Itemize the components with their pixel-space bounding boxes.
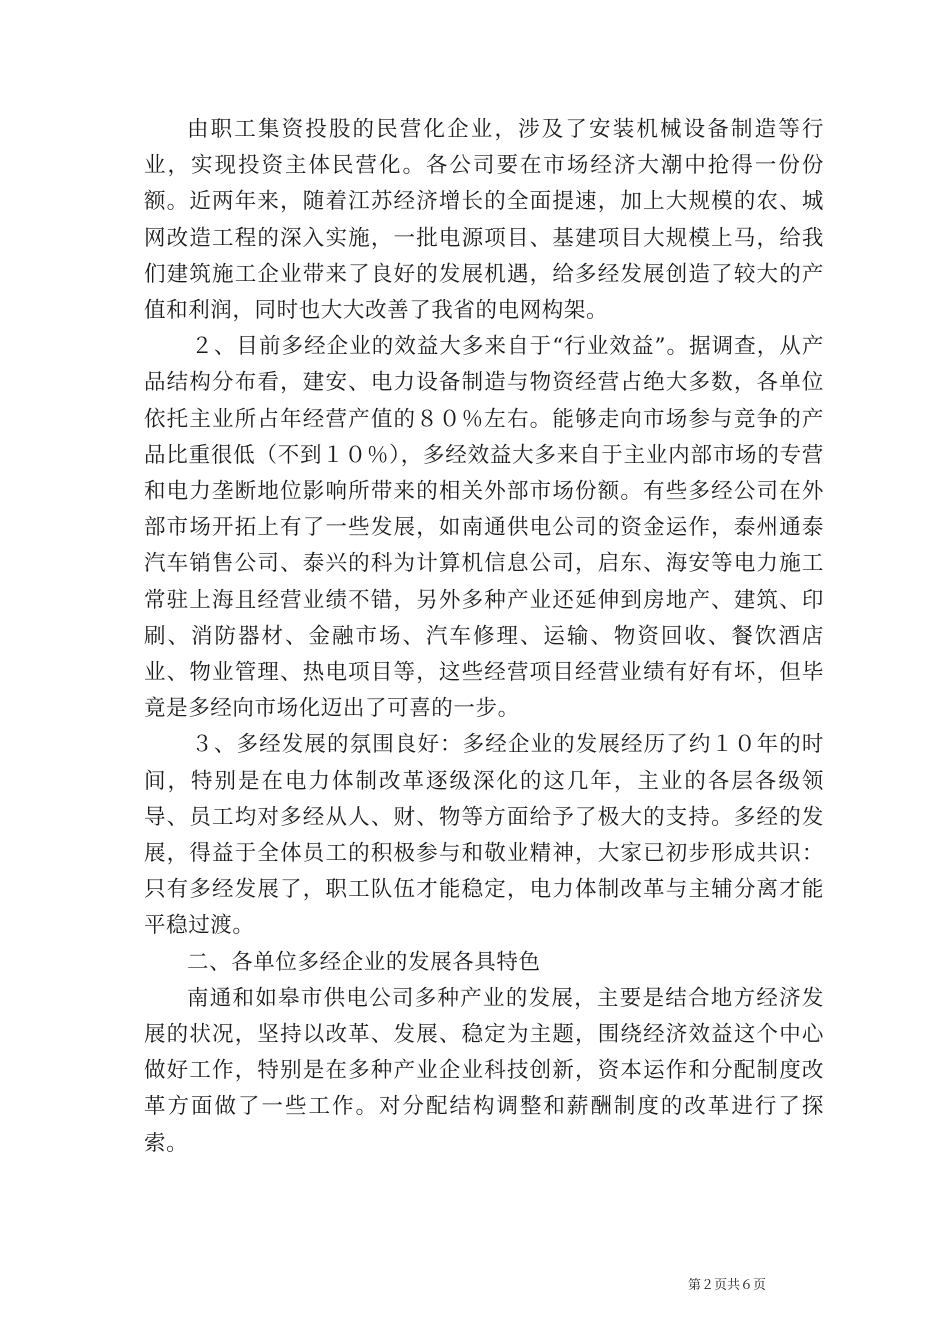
page-number: 第２页共６页 — [688, 1278, 767, 1293]
paragraph-nantong-rugao: 南通和如皋市供电公司多种产业的发展，主要是结合地方经济发展的状况，坚持以改革、发展、稳定为主题，围绕经济效益这个中心做好工作，特别是在多种产业企业科技创新，资本运作和分配制度改革方面做了一些工作。对分配结构调整和薪酬制度的改革进行了探索。 — [144, 985, 824, 1156]
document-body — [144, 112, 824, 1162]
paragraph-development-atmosphere: ３、多经发展的氛围良好：多经企业的发展经历了约１０年的时间，特别是在电力体制改革逐级深化的这几年，主业的各层各级领导、员工均对多经从人、财、物等方面给予了极大的支持。多经的发展，得益于全体员工的积极参与和敬业精神，大家已初步形成共识：只有多经发展了，职工队伍才能稳定，电力体制改革与主辅分离才能平稳过渡。 — [144, 732, 824, 939]
section-heading: 二、各单位多经企业的发展各具特色 — [187, 949, 541, 975]
paragraph-private-enterprise: 由职工集资投股的民营化企业，涉及了安装机械设备制造等行业，实现投资主体民营化。各公司要在市场经济大潮中抢得一份份额。近两年来，随着江苏经济增长的全面提速，加上大规模的农、城网改造工程的深入实施，一批电源项目、基建项目大规模上马，给我们建筑施工企业带来了良好的发展机遇，给多经发展创造了较大的产值和利润，同时也大大改善了我省的电网构架。 — [144, 117, 824, 324]
paragraph-industry-benefit: ２、目前多经企业的效益大多来自于“行业效益”。据调查，从产品结构分布看，建安、电力设备制造与物资经营占绝大多数，各单位依托主业所占年经营产值的８０％左右。能够走向市场参与竞争的产品比重很低（不到１０％），多经效益大多来自于主业内部市场的专营和电力垄断地位影响所带来的相关外部市场份额。有些多经公司在外部市场开拓上有了一些发展，如南通供电公司的资金运作，泰州通泰汽车销售公司、泰兴的科为计算机信息公司，启东、海安等电力施工常驻上海且经营业绩不错，另外多种产业还延伸到房地产、建筑、印刷、消防器材、金融市场、汽车修理、运输、物资回收、餐饮酒店业、物业管理、热电项目等，这些经营项目经营业绩有好有坏，但毕竟是多经向市场化迈出了可喜的一步。 — [144, 334, 824, 722]
